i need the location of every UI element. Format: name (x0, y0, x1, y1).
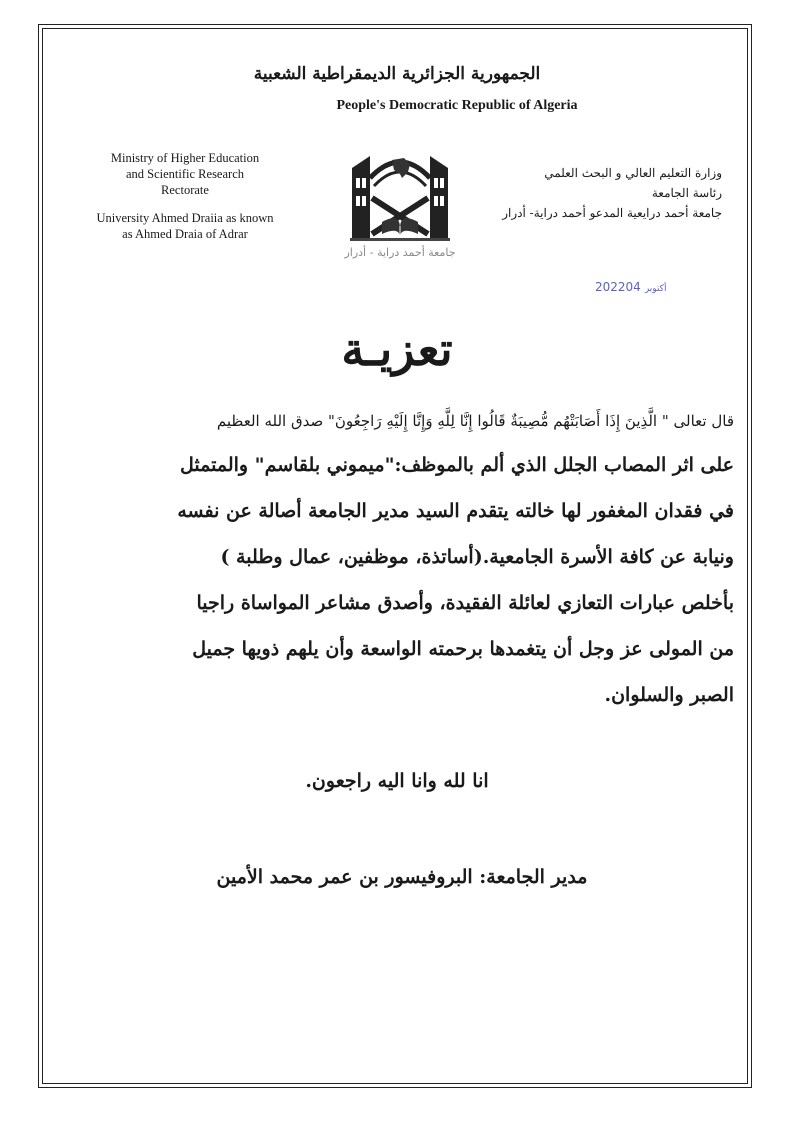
university-line: University Ahmed Draiia as known (96, 211, 274, 225)
closing-phrase: انا لله وانا اليه راجعون. (305, 770, 489, 792)
document-date (595, 280, 670, 294)
ministry-english-block (70, 150, 300, 242)
paragraph-line: الصبر والسلوان. (604, 684, 734, 706)
university-line: as Ahmed Draia of Adrar (122, 227, 248, 241)
university-line-ar: جامعة أحمد درايعية المدعو أحمد دراية- أدرار (502, 206, 722, 220)
rectorate-line: Rectorate (161, 183, 209, 197)
ministry-line: and Scientific Research (125, 167, 244, 181)
header-english-state: People's Democratic Republic of Algeria (336, 98, 578, 113)
date-year: 2022 (595, 280, 626, 294)
university-logo-icon (330, 138, 470, 262)
condolence-body (44, 410, 734, 718)
university-logo (330, 138, 470, 262)
ministry-line: Ministry of Higher Education (110, 151, 260, 165)
quran-verse: قال تعالى " الَّذِينَ إِذَا أَصَابَتْهُم مُّصِيبَةٌ قَالُوا إِنَّا لِلَّهِ وَإِنَّا إِلَيْهِ رَاجِعُونَ" صدق الله العظيم (216, 412, 734, 430)
ministry-line-ar: وزارة التعليم العالي و البحث العلمي (544, 166, 722, 180)
header-arabic-state: الجمهورية الجزائرية الديمقراطية الشعبية (253, 64, 541, 84)
paragraph-line: على اثر المصاب الجلل الذي ألم بالموظف:"ميموني بلقاسم" والمتمثل (180, 454, 734, 476)
date-day: 04 (625, 280, 641, 294)
paragraph-line: بأخلص عبارات التعازي لعائلة الفقيدة، وأصدق مشاعر المواساة راجيا (196, 592, 734, 614)
condolence-paragraph (44, 442, 734, 718)
document-title: تعزيـة (341, 322, 453, 376)
logo-caption: جامعة أحمد دراية - أدرار (344, 246, 456, 259)
paragraph-line: في فقدان المغفور لها خالته يتقدم السيد مدير الجامعة أصالة عن نفسه (177, 500, 734, 522)
rectorate-line-ar: رئاسة الجامعة (651, 186, 722, 200)
paragraph-line: ونيابة عن كافة الأسرة الجامعية.(أساتذة، موظفين، عمال وطلبة ) (220, 546, 734, 568)
signature-line: مدير الجامعة: البروفيسور بن عمر محمد الأمين (216, 866, 588, 888)
date-month: أكتوبر (644, 284, 667, 294)
ministry-arabic-block (472, 163, 722, 223)
paragraph-line: من المولى عز وجل أن يتغمدها برحمته الواسعة وأن يلهم ذويها جميل (192, 638, 734, 660)
